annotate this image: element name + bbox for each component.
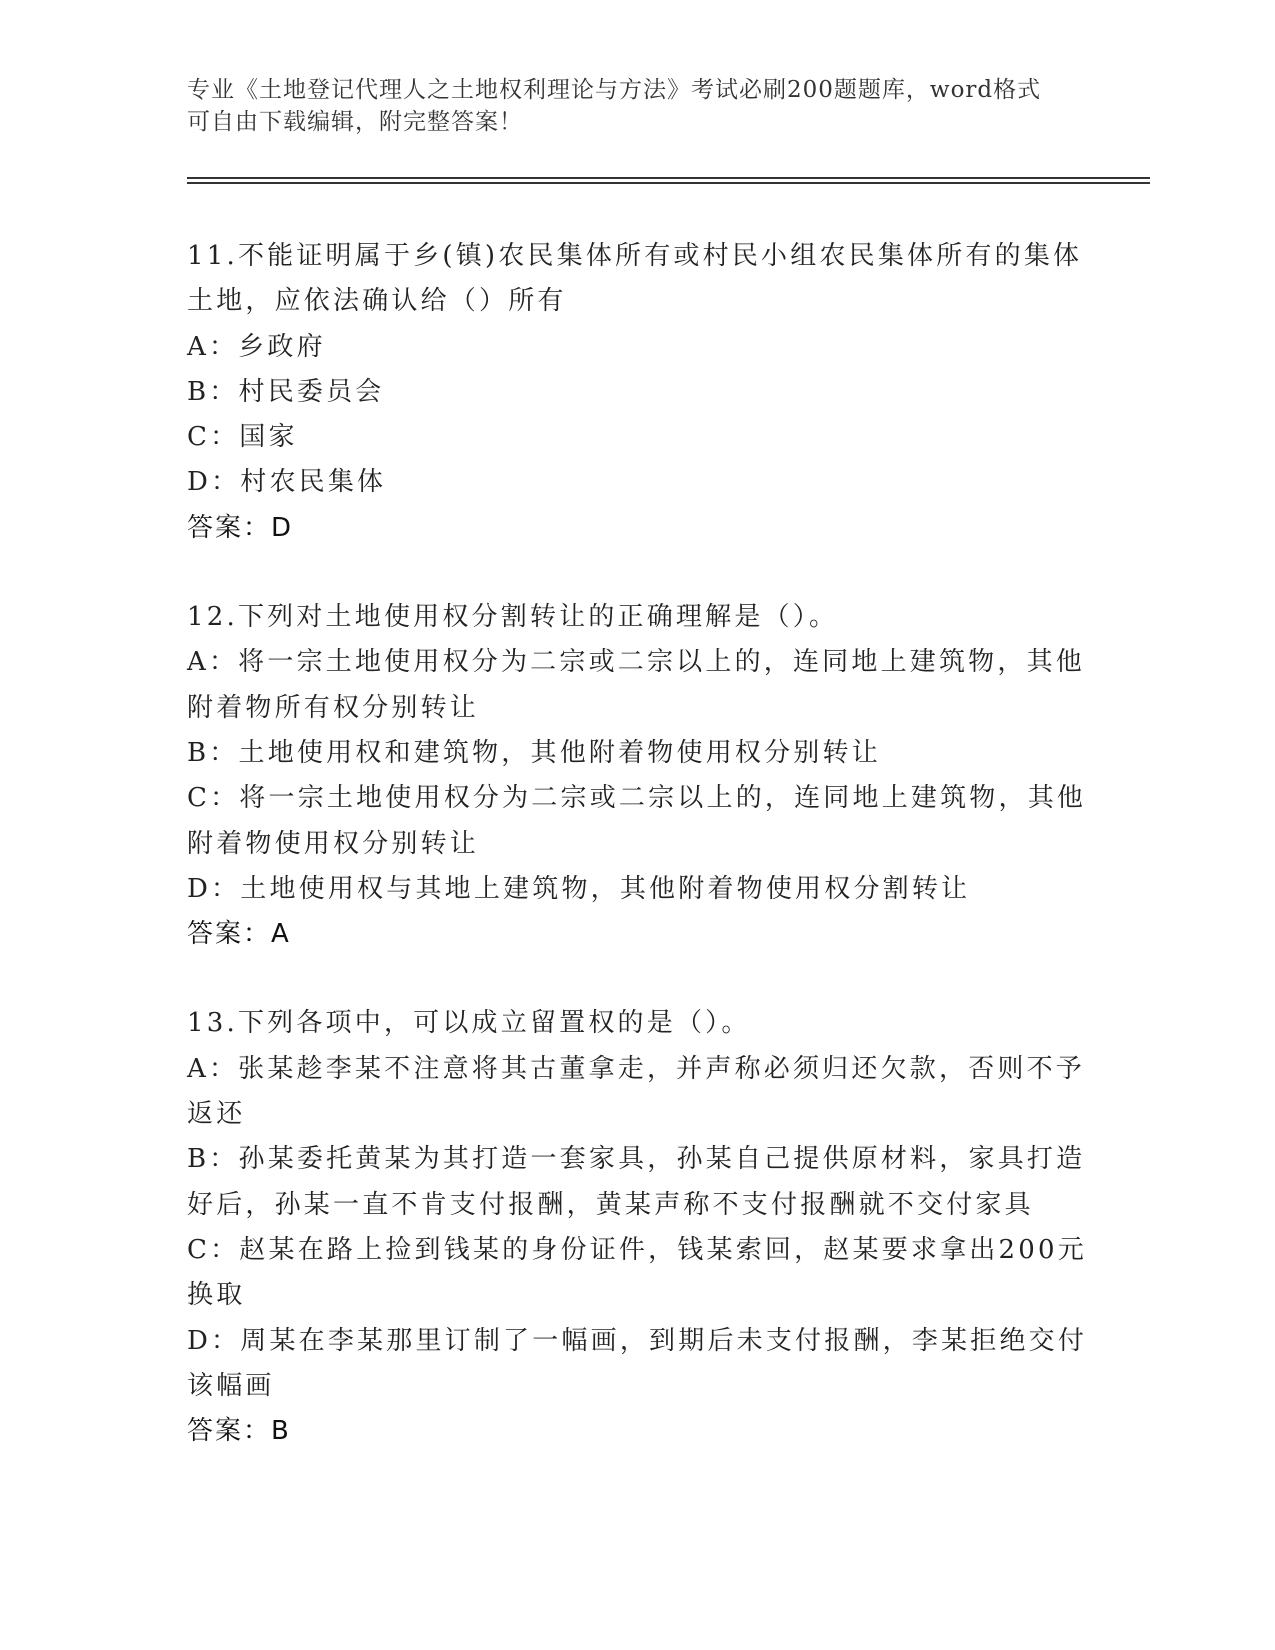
option-d: D：周某在李某那里订制了一幅画，到期后未支付报酬，李某拒绝交付 [187, 1325, 1088, 1356]
question-stem: 12.下列对土地使用权分割转让的正确理解是（）。 [187, 602, 839, 633]
option-b-continued: 好后，孙某一直不肯支付报酬，黄某声称不支付报酬就不交付家具 [187, 1189, 1034, 1220]
question-list [187, 234, 1087, 1498]
option-d-continued: 该幅画 [187, 1370, 275, 1401]
option-d: D：土地使用权与其地上建筑物，其他附着物使用权分割转让 [187, 873, 971, 904]
option-a: A：将一宗土地使用权分为二宗或二宗以上的，连同地上建筑物，其他 [187, 647, 1085, 678]
option-c-continued: 附着物使用权分别转让 [187, 828, 480, 859]
option-a: A：乡政府 [187, 331, 326, 362]
question-stem: 11.不能证明属于乡(镇)农民集体所有或村民小组农民集体所有的集体 [187, 241, 1083, 271]
header-rule [187, 177, 1150, 179]
option-b: B：土地使用权和建筑物，其他附着物使用权分别转让 [187, 737, 881, 768]
header-line: 可自由下载编辑，附完整答案！ [187, 109, 523, 135]
option-a: A：张某趁李某不注意将其古董拿走，并声称必须归还欠款，否则不予 [187, 1053, 1085, 1084]
question-stem: 土地，应依法确认给（）所有 [187, 286, 567, 317]
option-a-continued: 附着物所有权分别转让 [187, 692, 480, 723]
answer-line: 答案：B [187, 1416, 291, 1447]
option-c: C：将一宗土地使用权分为二宗或二宗以上的，连同地上建筑物，其他 [187, 783, 1087, 814]
question-13 [187, 1001, 1087, 1454]
option-b: B：孙某委托黄某为其打造一套家具，孙某自己提供原材料，家具打造 [187, 1144, 1086, 1175]
option-d: D：村农民集体 [187, 467, 387, 498]
question-stem: 13.下列各项中，可以成立留置权的是（）。 [187, 1008, 751, 1039]
option-c: C：国家 [187, 422, 298, 453]
document-header [187, 74, 1067, 138]
question-12 [187, 595, 1087, 957]
answer-line: 答案：D [187, 512, 294, 543]
header-rule [187, 182, 1150, 184]
option-c: C：赵某在路上捡到钱某的身份证件，钱某索回，赵某要求拿出200元 [187, 1234, 1087, 1265]
header-line: 专业《土地登记代理人之土地权利理论与方法》考试必刷200题题库，word格式 [187, 77, 1042, 103]
option-a-continued: 返还 [187, 1099, 246, 1130]
answer-line: 答案：A [187, 919, 291, 950]
question-11 [187, 234, 1087, 551]
option-c-continued: 换取 [187, 1280, 246, 1311]
option-b: B：村民委员会 [187, 376, 385, 407]
